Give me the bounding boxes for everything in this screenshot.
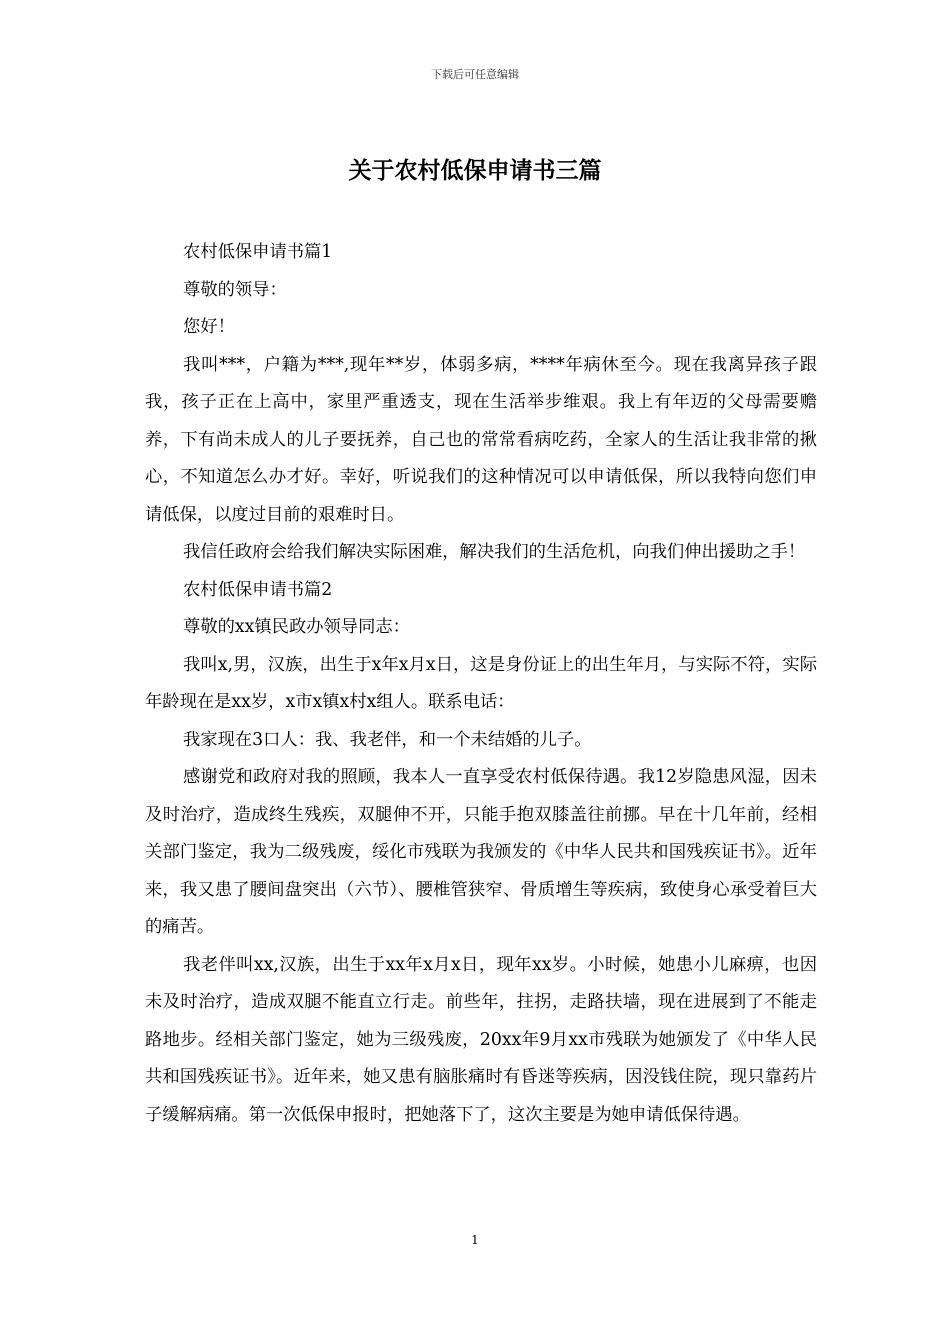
section-heading-2: 农村低保申请书篇2: [183, 579, 333, 600]
page-number: 1: [471, 1233, 479, 1247]
salutation: 尊敬的领导：: [183, 279, 287, 300]
body-paragraph: 感谢党和政府对我的照顾，我本人一直享受农村低保待遇。我12岁隐患风湿，因未及时治疗，造成终生残疾，双腿伸不开，只能手抱双膝盖往前挪。早在十几年前，经相关部门鉴定，我为二级残废，绥化市残联为我颁发的《中华人民共和国残疾证书》。近年来，我又患了腰间盘突出（六节）、腰椎管狭窄、骨质增生等疾病，致使身心承受着巨大的痛苦。: [145, 767, 817, 937]
greeting: 您好！: [183, 317, 235, 337]
page-header: 下载后可任意编辑: [431, 68, 519, 81]
body-paragraph: 我家现在3口人：我、我老伴，和一个未结婚的儿子。: [183, 729, 592, 750]
salutation: 尊敬的xx镇民政办领导同志：: [183, 617, 410, 637]
body-paragraph: 我信任政府会给我们解决实际困难，解决我们的生活危机，向我们伸出援助之手！: [183, 542, 806, 562]
body-paragraph: 我叫x,男，汉族，出生于x年x月x日，这是身份证上的出生年月，与实际不符，实际年龄现在是xx岁，x市x镇x村x组人。联系电话：: [145, 654, 817, 712]
section-heading-1: 农村低保申请书篇1: [183, 242, 333, 262]
body-paragraph: 我老伴叫xx,汉族，出生于xx年x月x日，现年xx岁。小时候，她患小儿麻痹，也因未及时治疗，造成双腿不能直立行走。前些年，拄拐，走路扶墙，现在进展到了不能走路地步。经相关部门鉴定，她为三级残废，20xx年9月xx市残联为她颁发了《中华人民共和国残疾证书》。近年来，她又患有脑胀痛时有昏迷等疾病，因没钱住院，现只靠药片子缓解病痛。第一次低保申报时，把她落下了，这次主要是为她申请低保待遇。: [145, 954, 817, 1125]
body-paragraph: 我叫***，户籍为***,现年**岁，体弱多病，****年病休至今。现在我离异孩子跟我，孩子正在上高中，家里严重透支，现在生活举步维艰。我上有年迈的父母需要赡养，下有尚未成人的儿子要抚养，自己也的常常看病吃药，全家人的生活让我非常的揪心，不知道怎么办才好。幸好，听说我们的这种情况可以申请低保，所以我特向您们申请低保，以度过目前的艰难时日。: [145, 354, 817, 525]
document-body: [145, 234, 817, 1134]
document-title: 关于农村低保申请书三篇: [348, 157, 602, 184]
